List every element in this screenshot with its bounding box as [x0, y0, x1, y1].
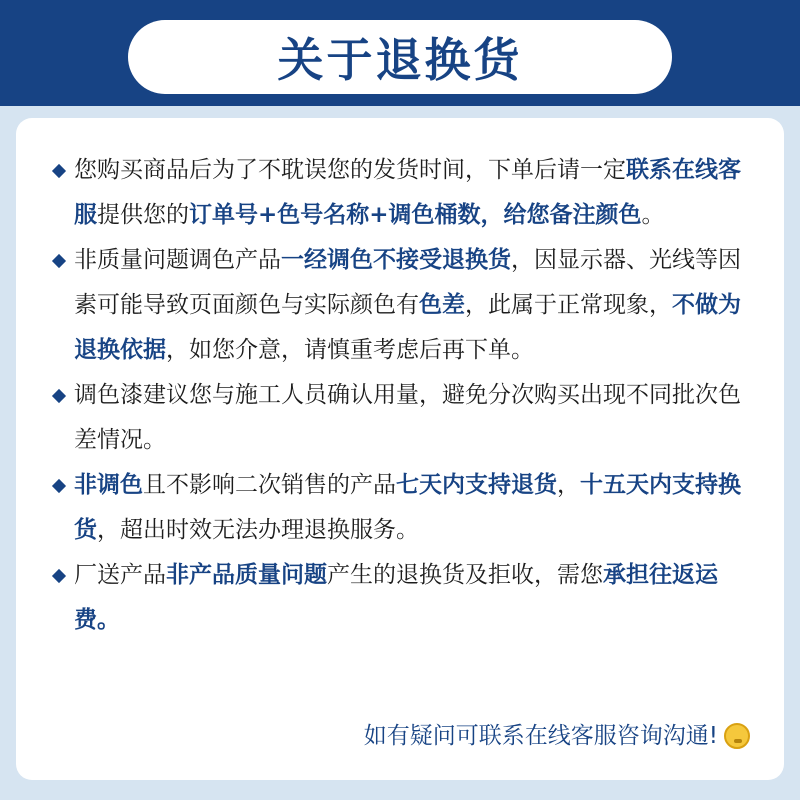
policy-item	[16, 373, 784, 463]
policy-item	[16, 238, 784, 373]
bell-emoji-icon	[724, 723, 750, 749]
highlight-text: 不做为退换依据	[74, 292, 741, 363]
policy-text: 提供您的	[97, 202, 189, 228]
footer-note	[364, 716, 750, 756]
highlight-text: 承担往返运费。	[74, 562, 718, 633]
policy-text: ，此属于正常现象，	[465, 292, 672, 318]
diamond-bullet-icon	[52, 238, 66, 283]
policy-text: 厂送产品	[74, 562, 166, 588]
policy-text: 非质量问题调色产品	[74, 247, 281, 273]
title-pill	[128, 20, 672, 94]
policy-item	[16, 463, 784, 553]
header-band	[0, 0, 800, 106]
policy-text: 且不影响二次销售的产品	[143, 472, 396, 498]
diamond-bullet-icon	[52, 553, 66, 598]
policy-text: ，如您介意，请慎重考虑后再下单。	[166, 337, 534, 363]
policy-item	[16, 553, 784, 643]
diamond-bullet-icon	[52, 373, 66, 418]
highlight-text: 十五天内支持换货	[74, 472, 741, 543]
page-title: 关于退换货	[277, 33, 523, 87]
policy-text: 产生的退换货及拒收，需您	[327, 562, 603, 588]
policy-text: 调色漆建议您与施工人员确认用量，避免分次购买出现不同批次色差情况。	[74, 382, 741, 453]
diamond-bullet-icon	[52, 463, 66, 508]
diamond-bullet-icon	[52, 148, 66, 193]
policy-item	[16, 148, 784, 238]
policy-list	[16, 148, 784, 643]
policy-text: 。	[641, 202, 665, 228]
highlight-text: 七天内支持退货	[396, 472, 557, 498]
policy-text: ，因显示器、光线等因素可能导致页面颜色与实际颜色有	[74, 247, 741, 318]
policy-text: ，超出时效无法办理退换服务。	[97, 517, 419, 543]
policy-card	[16, 118, 784, 780]
highlight-text: 订单号+色号名称+调色桶数，给您备注颜色	[189, 202, 642, 228]
highlight-text: 联系在线客服	[74, 157, 741, 228]
highlight-text: 非调色	[74, 472, 143, 498]
footer-text: 如有疑问可联系在线客服咨询沟通!	[363, 723, 718, 749]
highlight-text: 一经调色不接受退换货	[281, 247, 511, 273]
highlight-text: 非产品质量问题	[166, 562, 327, 588]
policy-text: 您购买商品后为了不耽误您的发货时间，下单后请一定	[74, 157, 626, 183]
highlight-text: 色差	[419, 292, 465, 318]
policy-text: ，	[557, 472, 580, 498]
